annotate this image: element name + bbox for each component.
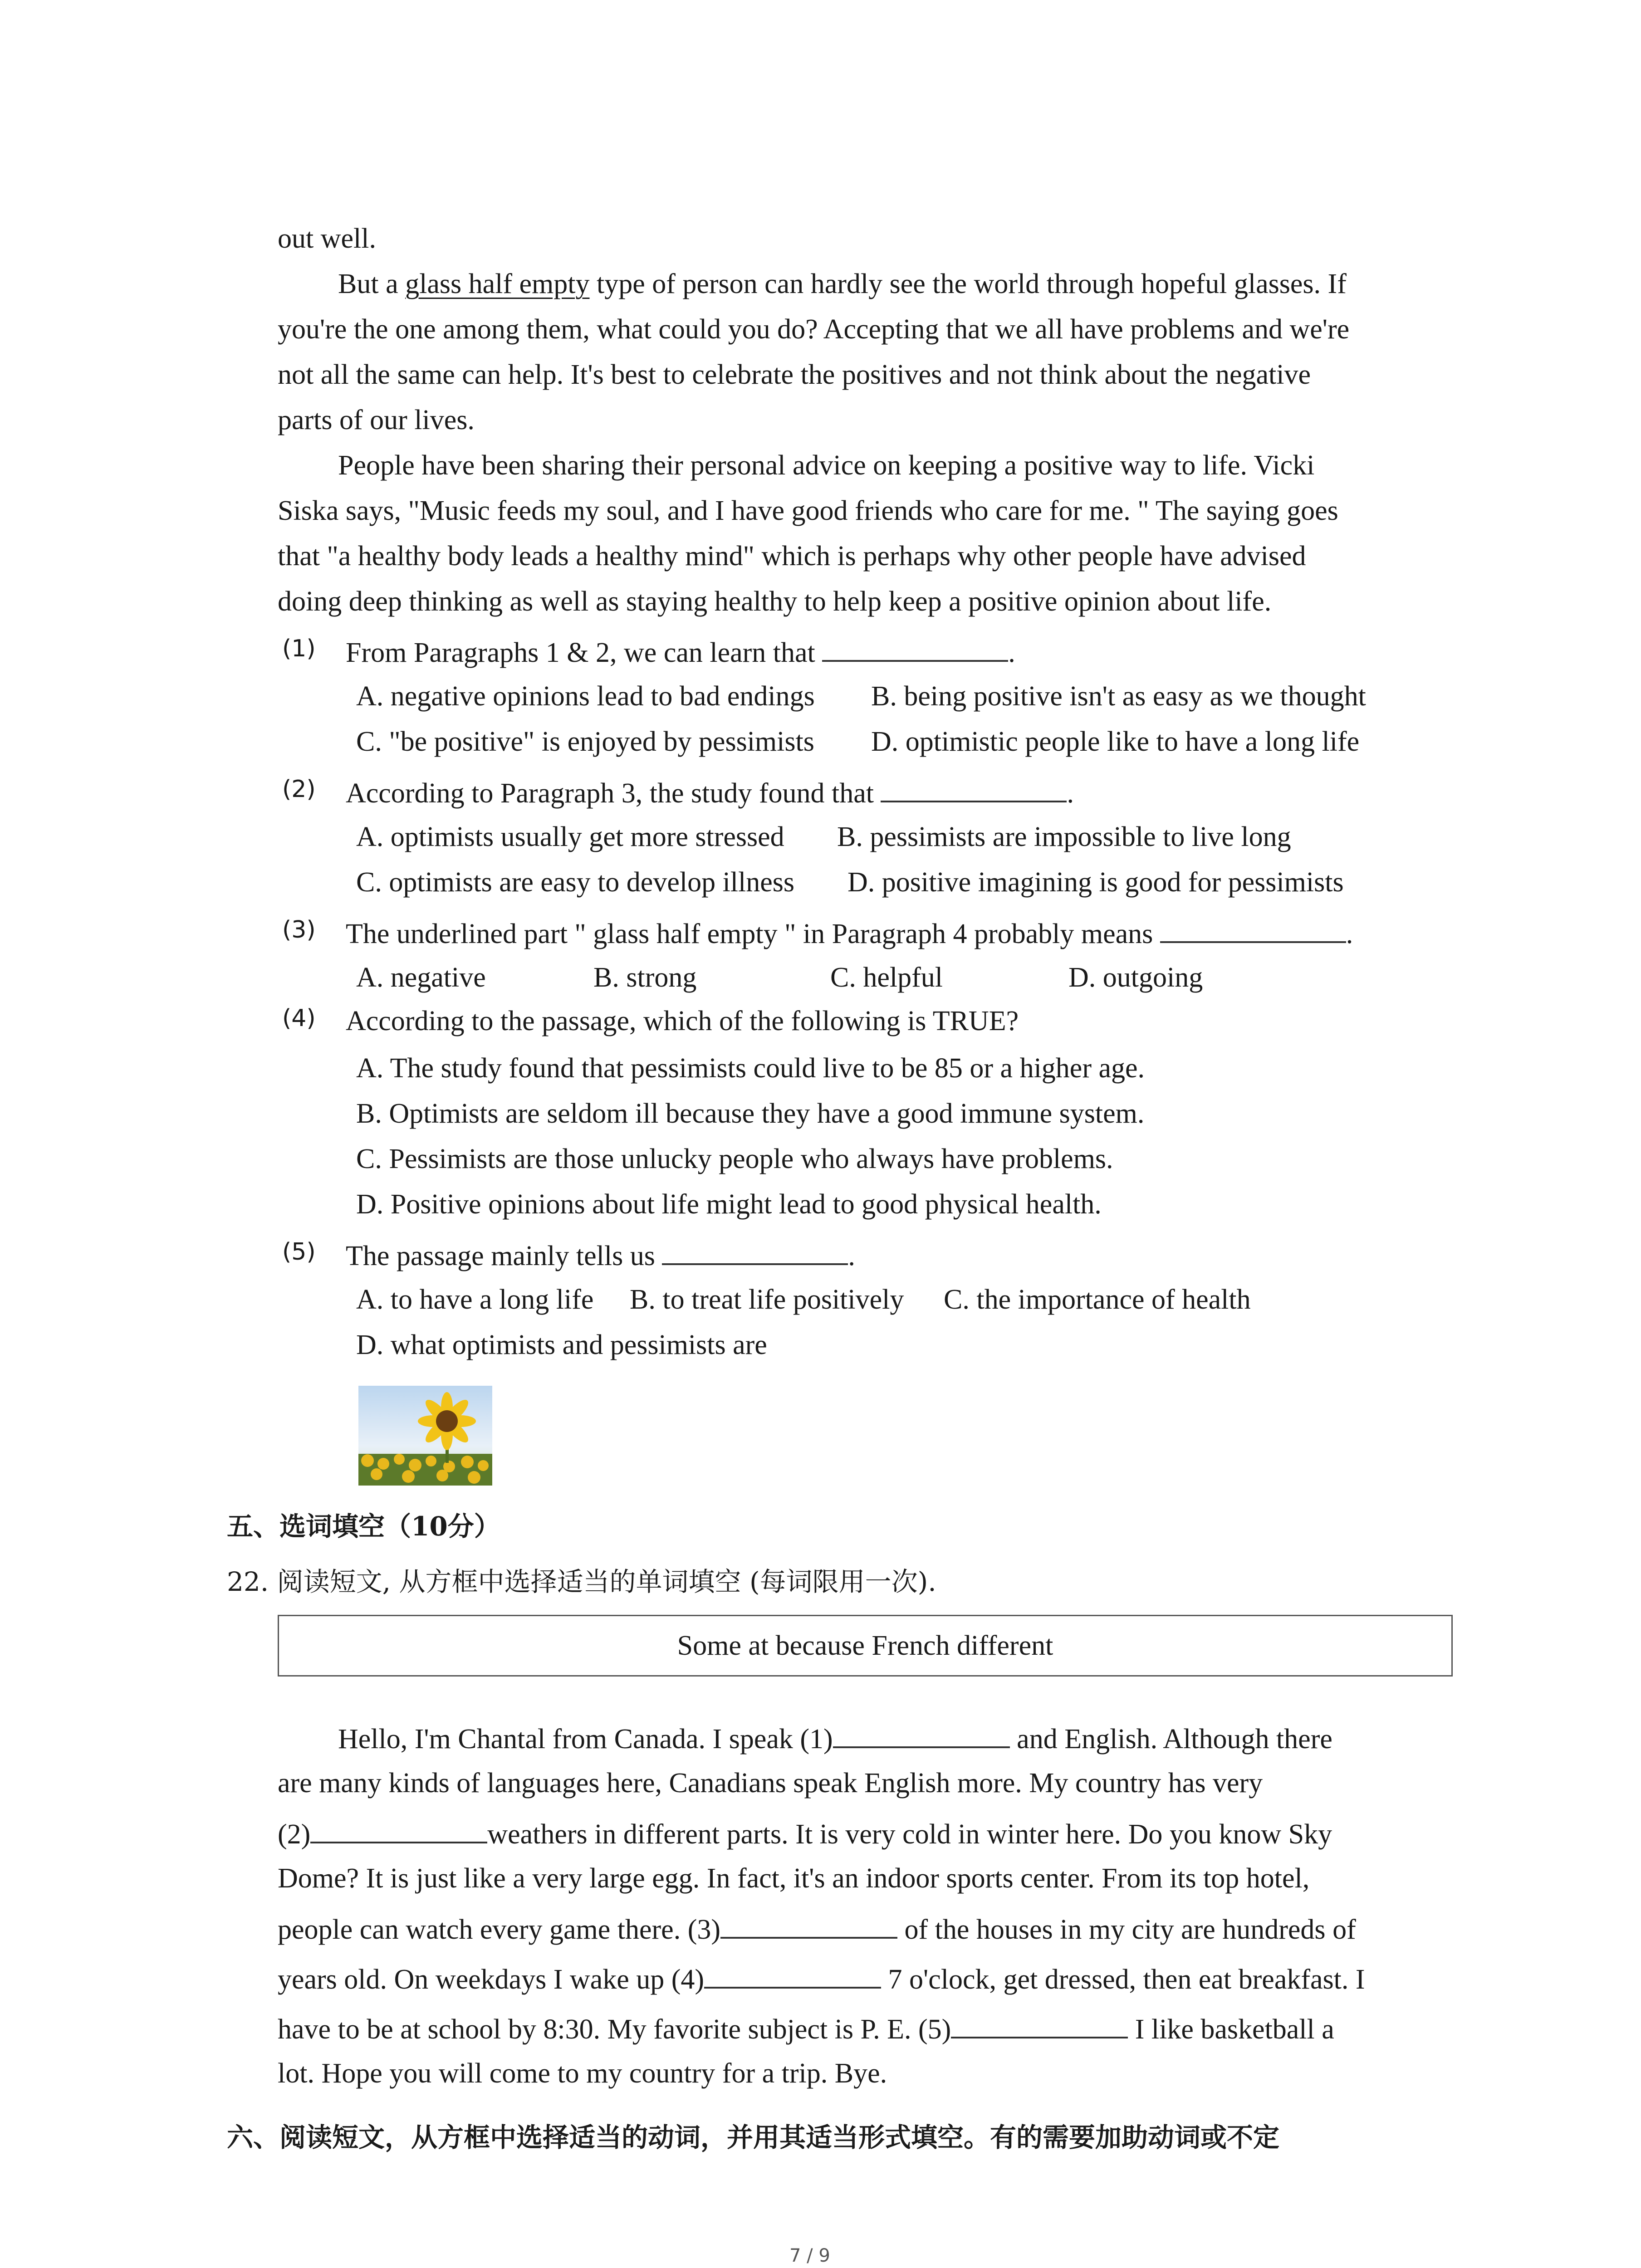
- question-stem: The underlined part " glass half empty " in Paragraph 4 probably means .: [346, 919, 1353, 949]
- option[interactable]: C. the importance of health: [944, 1284, 1251, 1315]
- passage-line: Siska says, "Music feeds my soul, and I have good friends who care for me. " The saying goes: [278, 495, 1338, 526]
- option[interactable]: D. Positive opinions about life might lead to good physical health.: [356, 1189, 1102, 1220]
- cloze-line: lot. Hope you will come to my country for a trip. Bye.: [278, 2058, 887, 2089]
- option[interactable]: B. pessimists are impossible to live long: [837, 821, 1291, 852]
- answer-blank[interactable]: [1160, 919, 1346, 943]
- passage-line: that "a healthy body leads a healthy mind" which is perhaps why other people have advised: [278, 541, 1306, 572]
- option[interactable]: D. positive imagining is good for pessimists: [847, 867, 1344, 898]
- underlined-phrase: glass half empty: [405, 269, 590, 299]
- page-number: 7 / 9: [789, 2245, 830, 2266]
- option[interactable]: A. optimists usually get more stressed: [356, 821, 784, 852]
- section-heading: 六、阅读短文，从方框中选择适当的动词，并用其适当形式填空。有的需要加助动词或不定: [227, 2122, 1280, 2153]
- section-heading: 五、选词填空（10分）: [227, 1511, 500, 1542]
- option[interactable]: C. Pessimists are those unlucky people who always have problems.: [356, 1144, 1113, 1174]
- answer-blank[interactable]: [310, 1819, 487, 1843]
- cloze-line: are many kinds of languages here, Canadians speak English more. My country has very: [278, 1768, 1263, 1799]
- option[interactable]: D. what optimists and pessimists are: [356, 1330, 767, 1360]
- question-stem: From Paragraphs 1 & 2, we can learn that .: [346, 637, 1015, 668]
- answer-blank[interactable]: [822, 637, 1008, 662]
- sunflower-photo: [358, 1386, 492, 1486]
- option[interactable]: C. optimists are easy to develop illness: [356, 867, 795, 898]
- question-number: (3): [282, 916, 316, 943]
- option[interactable]: C. "be positive" is enjoyed by pessimists: [356, 726, 814, 757]
- task-instruction: 22. 阅读短文, 从方框中选择适当的单词填空 (每词限用一次).: [227, 1566, 936, 1597]
- answer-blank[interactable]: [881, 778, 1067, 802]
- passage-line: People have been sharing their personal advice on keeping a positive way to life. Vicki: [338, 450, 1315, 481]
- option[interactable]: D. outgoing: [1068, 962, 1203, 993]
- cloze-line: have to be at school by 8:30. My favorite subject is P. E. (5) I like basketball a: [278, 2014, 1334, 2045]
- passage-line: But a glass half empty type of person can hardly see the world through hopeful glasses. If: [338, 269, 1347, 299]
- option[interactable]: A. negative: [356, 962, 486, 993]
- question-stem: The passage mainly tells us .: [346, 1241, 855, 1271]
- word-box: Some at because French different: [278, 1615, 1453, 1677]
- answer-blank[interactable]: [833, 1724, 1010, 1748]
- question-stem: According to Paragraph 3, the study found that .: [346, 778, 1074, 809]
- cloze-line: Hello, I'm Chantal from Canada. I speak (1) and English. Although there: [338, 1724, 1332, 1755]
- passage-line: you're the one among them, what could you do? Accepting that we all have problems and we're: [278, 314, 1350, 345]
- question-number: (2): [282, 776, 316, 803]
- answer-blank[interactable]: [951, 2014, 1128, 2038]
- cloze-line: (2) weathers in different parts. It is very cold in winter here. Do you know Sky: [278, 1819, 1332, 1850]
- answer-blank[interactable]: [704, 1964, 881, 1989]
- question-number: (5): [282, 1238, 316, 1266]
- cloze-line: years old. On weekdays I wake up (4) 7 o'clock, get dressed, then eat breakfast. I: [278, 1964, 1365, 1995]
- cloze-line: Dome? It is just like a very large egg. In fact, it's an indoor sports center. From its top hotel,: [278, 1863, 1310, 1894]
- option[interactable]: B. strong: [593, 962, 697, 993]
- passage-line: out well.: [278, 223, 376, 254]
- answer-blank[interactable]: [720, 1914, 897, 1939]
- passage-line: parts of our lives.: [278, 405, 475, 435]
- cloze-line: people can watch every game there. (3) of the houses in my city are hundreds of: [278, 1914, 1356, 1945]
- passage-line: not all the same can help. It's best to celebrate the positives and not think about the negative: [278, 359, 1311, 390]
- option[interactable]: A. negative opinions lead to bad endings: [356, 681, 815, 712]
- option[interactable]: D. optimistic people like to have a long life: [871, 726, 1360, 757]
- option[interactable]: B. to treat life positively: [630, 1284, 904, 1315]
- option[interactable]: B. Optimists are seldom ill because they have a good immune system.: [356, 1098, 1145, 1129]
- question-number: (1): [282, 635, 316, 662]
- question-number: (4): [282, 1005, 316, 1032]
- option[interactable]: C. helpful: [830, 962, 943, 993]
- option[interactable]: B. being positive isn't as easy as we thought: [871, 681, 1366, 712]
- answer-blank[interactable]: [662, 1241, 848, 1265]
- option[interactable]: A. The study found that pessimists could live to be 85 or a higher age.: [356, 1053, 1145, 1084]
- option[interactable]: A. to have a long life: [356, 1284, 594, 1315]
- passage-line: doing deep thinking as well as staying healthy to help keep a positive opinion about life.: [278, 586, 1272, 617]
- question-stem: According to the passage, which of the following is TRUE?: [346, 1006, 1019, 1036]
